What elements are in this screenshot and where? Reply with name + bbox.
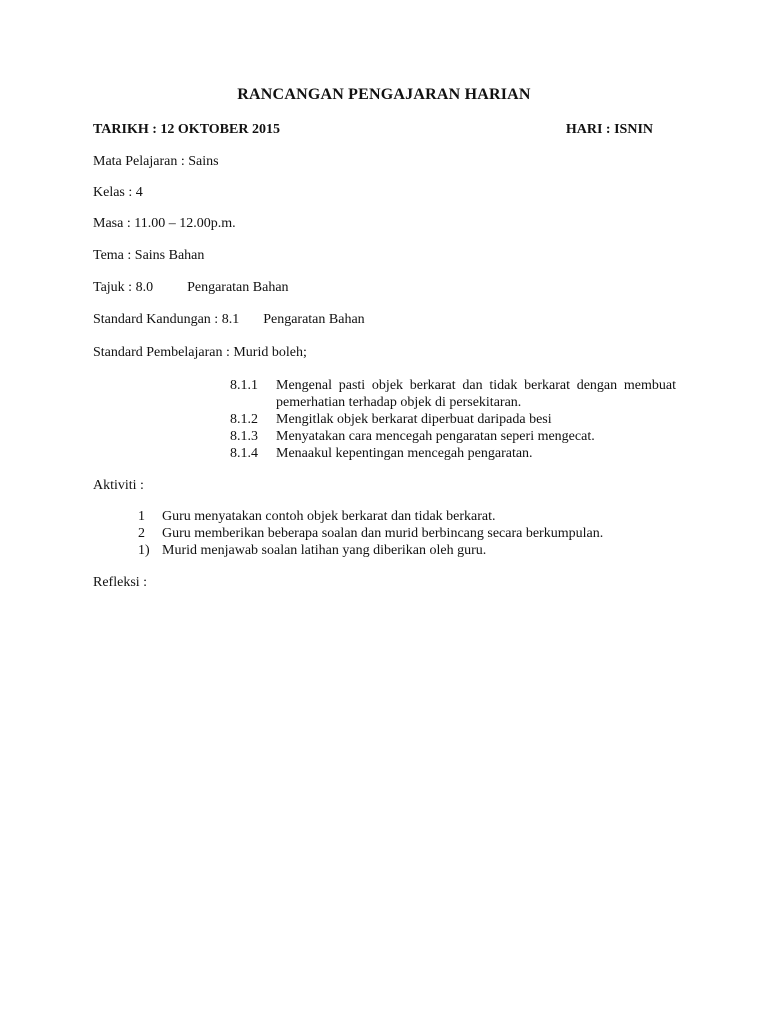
- list-item-text: Menyatakan cara mencegah pengaratan seperi mengecat.: [276, 429, 595, 444]
- topic-label: Tajuk : 8.0: [93, 280, 154, 295]
- list-item-number: 8.1.1: [230, 378, 258, 393]
- content-standard-text: Pengaratan Bahan: [263, 312, 365, 327]
- content-standard-label: Standard Kandungan : 8.1: [93, 312, 240, 327]
- theme-line: Tema : Sains Bahan: [93, 248, 205, 263]
- content-standard-line: [93, 312, 365, 328]
- list-item-text: Menaakul kepentingan mencegah pengaratan.: [276, 446, 533, 461]
- list-item: [230, 428, 676, 445]
- activities-list: [138, 508, 678, 559]
- list-item: [230, 377, 676, 411]
- topic-text: Pengaratan Bahan: [187, 280, 289, 295]
- list-item-text: Guru memberikan beberapa soalan dan murid berbincang secara berkumpulan.: [162, 526, 604, 541]
- learning-standard-list: [230, 377, 676, 462]
- list-item-number: 2: [138, 526, 145, 541]
- list-item-number: 8.1.2: [230, 412, 258, 427]
- list-item-text: Guru menyatakan contoh objek berkarat dan tidak berkarat.: [162, 509, 496, 524]
- list-item-number: 8.1.3: [230, 429, 258, 444]
- activities-label: Aktiviti :: [93, 478, 144, 493]
- class-line: Kelas : 4: [93, 185, 143, 200]
- list-item-number: 1: [138, 509, 145, 524]
- list-item: [138, 508, 678, 525]
- reflection-label: Refleksi :: [93, 575, 148, 590]
- list-item-number: 8.1.4: [230, 446, 258, 461]
- learning-standard-label: Standard Pembelajaran : Murid boleh;: [93, 345, 307, 360]
- list-item-number: 1): [138, 543, 150, 558]
- subject-line: Mata Pelajaran : Sains: [93, 154, 219, 169]
- time-line: Masa : 11.00 – 12.00p.m.: [93, 216, 236, 231]
- date-label: TARIKH : 12 OKTOBER 2015: [93, 122, 280, 137]
- day-label: HARI : ISNIN: [565, 122, 653, 137]
- list-item: [138, 525, 678, 542]
- list-item-text: Mengenal pasti objek berkarat dan tidak berkarat dengan membuat pemerhatian terhadap objek di persekitaran.: [276, 378, 676, 410]
- list-item: [230, 411, 676, 428]
- list-item: [138, 542, 678, 559]
- list-item-text: Murid menjawab soalan latihan yang diberikan oleh guru.: [162, 543, 487, 558]
- list-item: [230, 445, 676, 462]
- document-title: RANCANGAN PENGAJARAN HARIAN: [237, 86, 531, 103]
- list-item-text: Mengitlak objek berkarat diperbuat daripada besi: [276, 412, 552, 427]
- topic-line: [93, 280, 289, 296]
